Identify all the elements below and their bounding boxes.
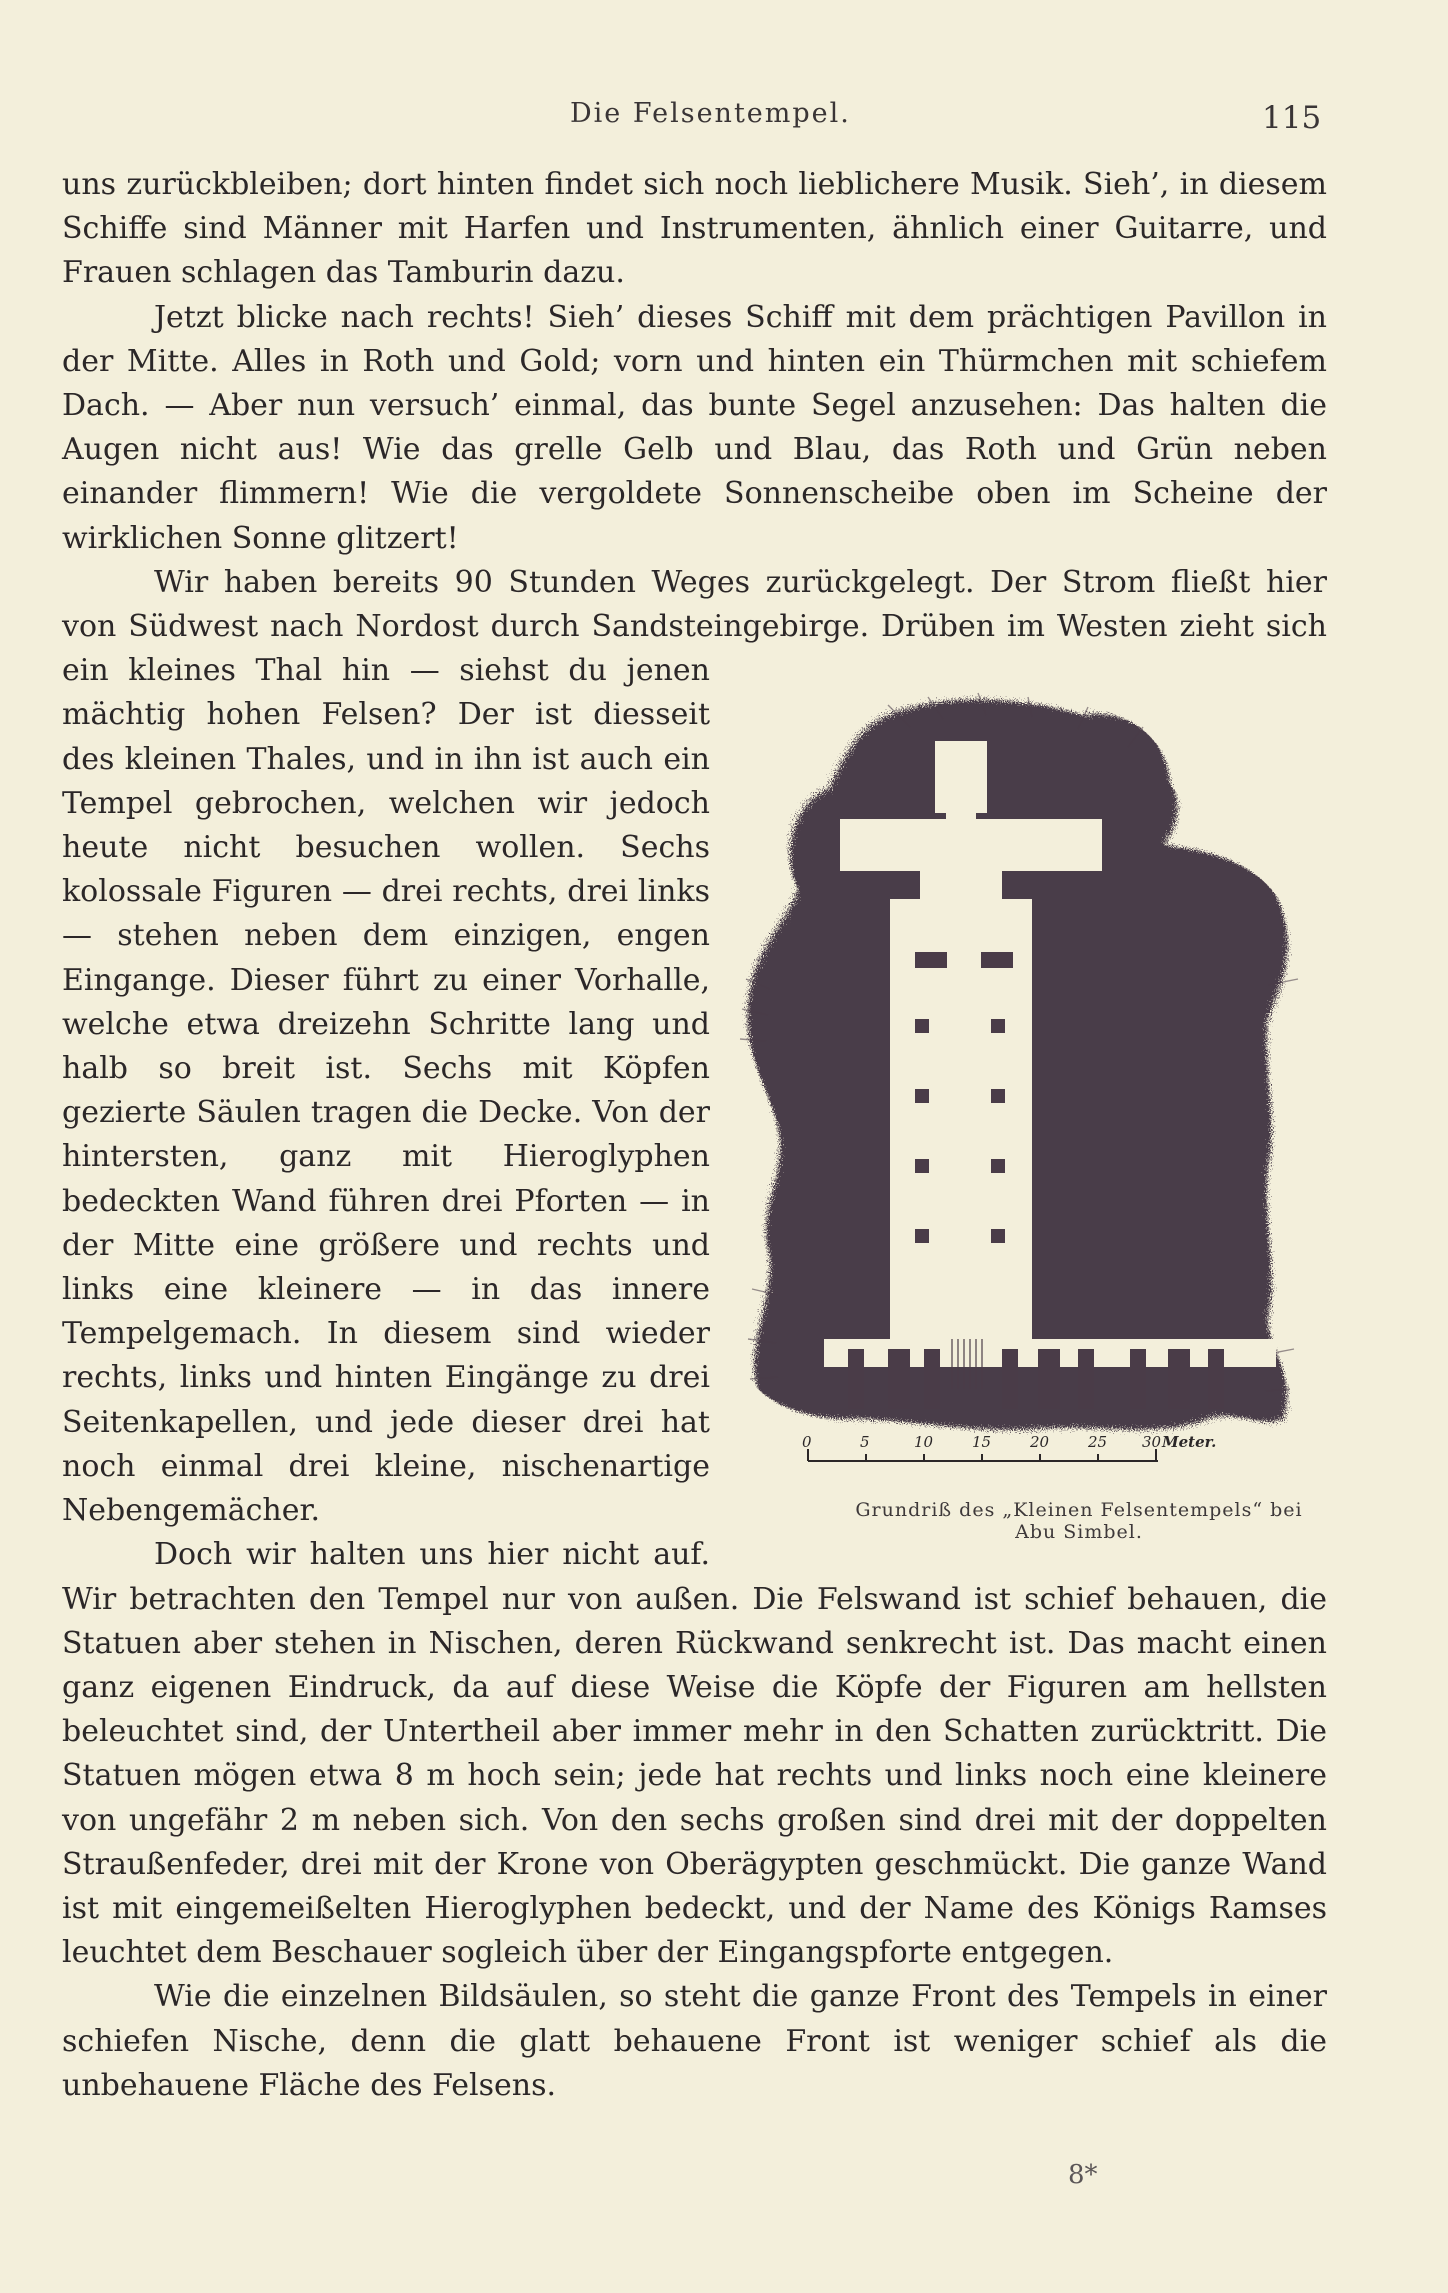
floorplan-drawing <box>738 649 1328 1499</box>
figure-caption <box>738 1499 1328 1543</box>
paragraph-3-text: Wir haben bereits 90 Stunden Weges zurückgelegt. Der Strom fließt hier von Südwest nach Nordost durch Sandsteingebirge. Drüben im Westen zieht sich ein kleines Thal hin <box>62 564 1327 689</box>
scale-label-30: 30 <box>1142 1433 1162 1452</box>
rear-chapel <box>935 741 987 813</box>
scale-label-0: 0 <box>802 1433 812 1452</box>
central-shaft <box>946 809 976 839</box>
paragraph-3-continued: — siehst du jenen mächtig hohen Felsen? Der ist diesseit des kleinen Thales, und in ihn ist auch ein Tempel gebrochen, welchen wir jedoch heute nicht besuchen wollen. Sechs kolossale Figuren — drei rechts, drei links — stehen neben dem einzigen, engen Eingange. Dieser führt zu einer Vorhalle, welche etwa dreizehn Schritte lang und halb so breit ist. Sechs mit Köpfen gezierte Säulen tragen die Decke. Von der hintersten, ganz mit Hieroglyphen bedeckten Wand führen drei Pforten — in der Mitte eine größere und rechts und links eine kleinere — in das innere Tempelgemach. In diesem sind wieder rechts, links und hinten Eingänge zu drei Seitenkapellen, und jede dieser drei hat noch einmal drei kleine, nischenartige Nebengemächer. <box>62 653 710 1529</box>
scale-label-10: 10 <box>914 1433 934 1452</box>
scale-label-15: 15 <box>972 1433 992 1452</box>
signature-mark: 8* <box>1068 2160 1098 2190</box>
scale-unit: Meter. <box>1162 1433 1217 1452</box>
scale-labels <box>802 1433 1216 1451</box>
caption-line-1: Grundriß des „Kleinen Felsentempels“ bei <box>855 1499 1303 1522</box>
paragraph-2: Jetzt blicke nach rechts! Sieh’ dieses Schiff mit dem prächtigen Pavillon in der Mitte. Alles in Roth und Gold; vorn und hinten ein Thürmchen mit schiefem Dach. — Aber nun versuch’ einmal, das bunte Segel anzusehen: Das halten die Augen nicht aus! Wie das grelle Gelb und Blau, das Roth und Grün neben einander flimmern! Wie die vergoldete Sonnenscheibe oben im Scheine der wirklichen Sonne glitzert! <box>62 299 1327 556</box>
paragraph-3 <box>62 561 1327 1544</box>
paragraph-5: Wie die einzelnen Bildsäulen, so steht die ganze Front des Tempels in einer schiefen Nische, denn die glatt behauene Front ist weniger schief als die unbehauene Fläche des Felsens. <box>62 1979 1327 2103</box>
scale-label-5: 5 <box>860 1433 870 1452</box>
paragraph-4: Doch wir halten uns hier nicht auf. Wir betrachten den Tempel nur von außen. Die Felswand ist schief behauen, die Statuen aber stehen in Nischen, deren Rückwand senkrecht ist. Das macht einen ganz eigenen Eindruck, da auf diese Weise die Köpfe der Figuren am hellsten beleuchtet sind, der Untertheil aber immer mehr in den Schatten zurücktritt. Die Statuen mögen etwa 8 m hoch sein; jede hat rechts und links noch eine kleinere von ungefähr 2 m neben sich. Von den sechs großen sind drei mit der doppelten Straußenfeder, drei mit der Krone von Oberägypten geschmückt. Die ganze Wand ist mit eingemeißelten Hieroglyphen bedeckt, und der Name des Königs Ramses leuchtet dem Beschauer sogleich über der Eingangspforte entgegen. <box>62 1537 1327 1971</box>
body-text <box>62 163 1327 2108</box>
page-number: 115 <box>1262 100 1322 136</box>
scale-label-25: 25 <box>1088 1433 1108 1452</box>
caption-line-2: Abu Simbel. <box>1015 1521 1143 1544</box>
paragraph-1: uns zurückbleiben; dort hinten findet sich noch lieblichere Musik. Sieh’, in diesem Schiffe sind Männer mit Harfen und Instrumenten, ähnlich einer Guitarre, und Frauen schlagen das Tamburin dazu. <box>62 167 1327 291</box>
scale-label-20: 20 <box>1030 1433 1050 1452</box>
running-title: Die Felsentempel. <box>570 98 851 129</box>
temple-floorplan-figure <box>738 649 1328 1544</box>
page-header <box>0 98 1448 138</box>
